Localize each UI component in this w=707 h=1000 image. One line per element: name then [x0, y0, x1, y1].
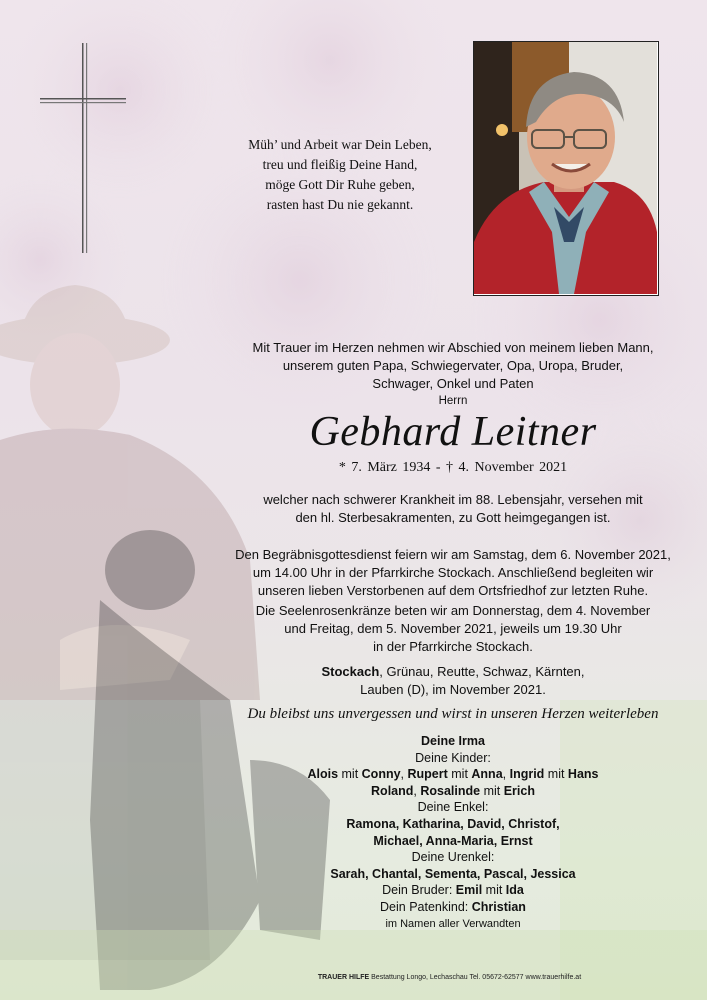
children-label: Deine Kinder: [415, 750, 491, 765]
brother-label: Dein Bruder: [382, 883, 456, 898]
paragraph-funeral [208, 546, 698, 600]
child-name: Ingrid [509, 767, 545, 782]
footer-text: Bestattung Longo, Lechaschau Tel. 05672-62577 www.trauerhilfe.at [369, 974, 582, 981]
family-list [208, 733, 698, 932]
place-date [208, 663, 698, 699]
partner-name: Erich [503, 783, 535, 798]
poem-line: Müh’ und Arbeit war Dein Leben, [248, 137, 432, 152]
poem-line: treu und fleißig Deine Hand, [262, 157, 418, 172]
place-line-1 [208, 663, 698, 681]
connector: mit [480, 783, 504, 798]
text-line: unseren lieben Verstorbenen auf dem Ortsfriedhof zur letzten Ruhe. [257, 583, 649, 598]
godchild-label: Dein Patenkind: [380, 899, 472, 914]
poem-line: rasten hast Du nie gekannt. [266, 197, 414, 212]
separator: , [413, 783, 421, 798]
connector: mit [338, 767, 362, 782]
deceased-name: Gebhard Leitner [309, 409, 597, 455]
grandchildren-line-1: Ramona, Katharina, David, Christof, [346, 816, 560, 831]
intro-line: Mit Trauer im Herzen nehmen wir Abschied von meinem lieben Mann, [252, 340, 654, 355]
town-name: Stockach [321, 664, 380, 679]
text-line: den hl. Sterbesakramenten, zu Gott heimgegangen ist. [295, 510, 611, 525]
poem [200, 135, 480, 215]
poem-line: möge Gott Dir Ruhe geben, [265, 177, 415, 192]
motto: Du bleibst uns unvergessen und wirst in unseren Herzen weiterleben [247, 706, 659, 722]
wife-name: Deine Irma [421, 734, 485, 748]
connector: mit [482, 883, 506, 898]
relatives-line: im Namen aller Verwandten [385, 917, 521, 930]
separator: , [400, 767, 408, 782]
great-grandchildren: Sarah, Chantal, Sementa, Pascal, Jessica [330, 866, 576, 881]
connector: mit [447, 767, 472, 782]
text-line: und Freitag, dem 5. November 2021, jeweils um 19.30 Uhr [284, 621, 622, 636]
connector: mit [544, 767, 568, 782]
brother-name: Emil [455, 883, 483, 898]
children-line-2 [208, 783, 698, 800]
salutation: Herrn [438, 395, 468, 407]
godchild-name: Christian [471, 899, 526, 914]
intro-line: unserem guten Papa, Schwiegervater, Opa, Uropa, Bruder, [282, 358, 624, 373]
child-name: Alois [307, 767, 339, 782]
intro-text [208, 339, 698, 393]
separator: , [502, 767, 510, 782]
text-line: Den Begräbnisgottesdienst feiern wir am Samstag, dem 6. November 2021, [235, 547, 671, 562]
great-grandchildren-label: Deine Urenkel: [411, 850, 495, 865]
paragraph-rosary [208, 602, 698, 656]
footer-imprint [96, 974, 707, 981]
life-dates: * 7. März 1934 - † 4. November 2021 [338, 460, 568, 475]
text-line: welcher nach schwerer Krankheit im 88. Lebensjahr, versehen mit [263, 492, 643, 507]
portrait-photo [473, 41, 659, 296]
cross-icon [38, 38, 128, 258]
text-line: um 14.00 Uhr in der Pfarrkirche Stockach. Anschließend begleiten wir [252, 565, 654, 580]
godchild-line [208, 899, 698, 916]
child-name: Roland [371, 783, 414, 798]
children-line-1 [208, 766, 698, 783]
paragraph-death [208, 491, 698, 527]
text-line: in der Pfarrkirche Stockach. [373, 639, 533, 654]
brother-partner: Ida [505, 883, 524, 898]
brother-line [208, 882, 698, 899]
intro-line: Schwager, Onkel und Paten [372, 376, 534, 391]
text-line: Die Seelenrosenkränze beten wir am Donnerstag, dem 4. November [255, 603, 651, 618]
child-name: Rupert [407, 767, 448, 782]
grandchildren-line-2: Michael, Anna-Maria, Ernst [373, 833, 533, 848]
footer-brand: TRAUER HILFE [317, 974, 370, 981]
grandchildren-label: Deine Enkel: [417, 800, 489, 815]
partner-name: Conny [361, 767, 401, 782]
child-name: Rosalinde [420, 783, 481, 798]
place-rest: , Grünau, Reutte, Schwaz, Kärnten, [379, 664, 585, 679]
partner-name: Anna [471, 767, 503, 782]
place-line-2: Lauben (D), im November 2021. [360, 682, 546, 697]
partner-name: Hans [567, 767, 599, 782]
